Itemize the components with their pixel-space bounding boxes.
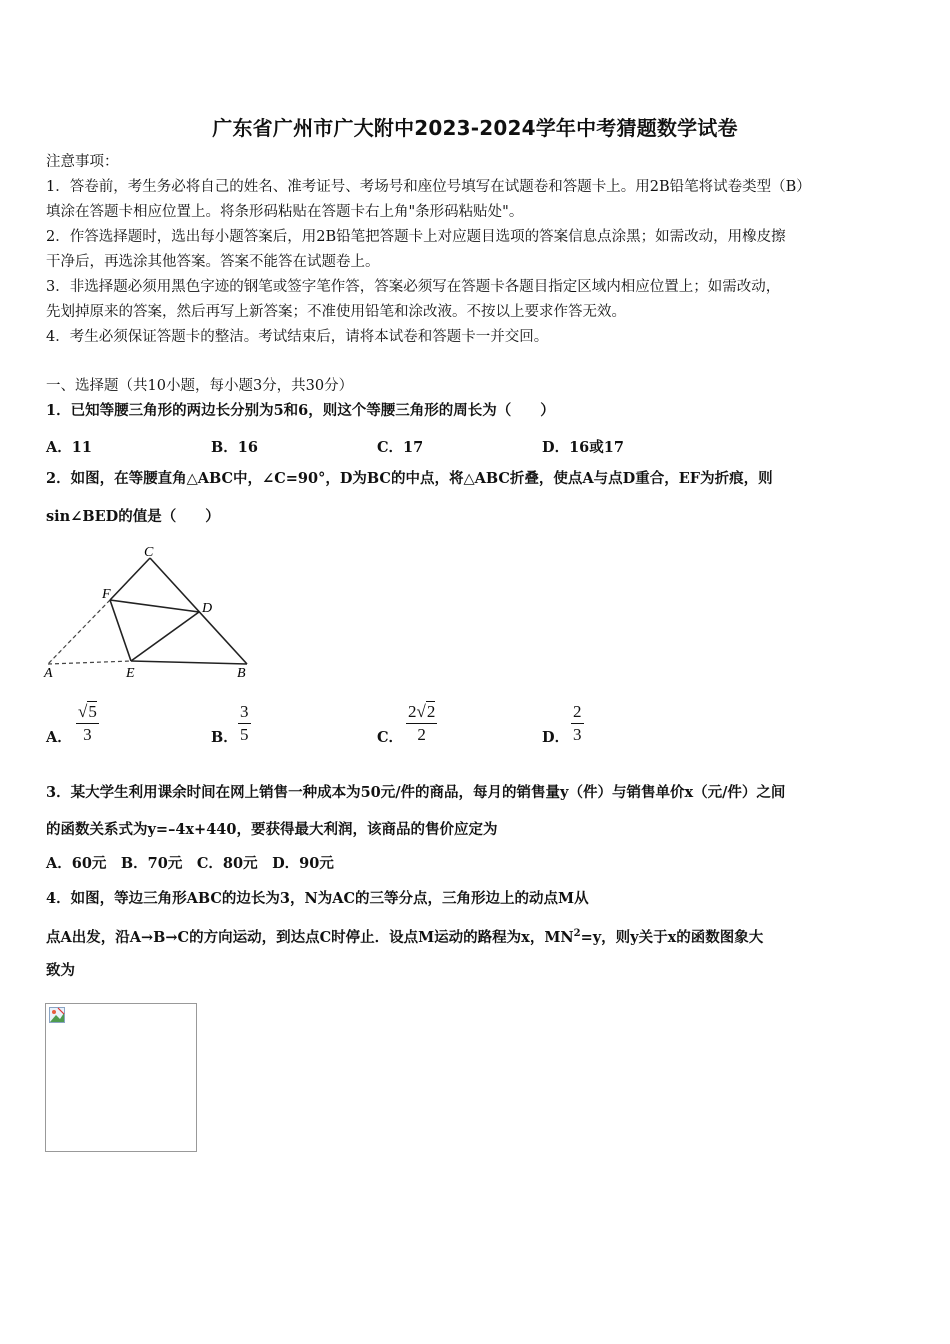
q3-options: A．60元 B．70元 C．80元 D．90元 — [46, 855, 334, 872]
q2-option-c-fraction — [406, 702, 437, 745]
denominator: 5 — [240, 725, 249, 744]
notice-line: 2．作答选择题时，选出每小题答案后，用2B铅笔把答题卡上对应题目选项的答案信息点涂黑；如需改动，用橡皮擦 — [46, 229, 786, 245]
label-b: B — [237, 666, 246, 681]
segment-eb — [131, 661, 247, 664]
q2-option-b-fraction — [238, 702, 251, 745]
segment-cb — [150, 558, 247, 664]
q2-option-d-label: D． — [542, 729, 570, 746]
q2-option-a-fraction — [76, 702, 99, 745]
denominator: 2 — [417, 725, 426, 744]
denominator: 3 — [83, 725, 92, 744]
question-3-line1: 3．某大学生利用课余时间在网上销售一种成本为50元/件的商品，每月的销售量y（件）与销售单价x（元/件）之间 — [46, 784, 786, 801]
question-3-line2: 的函数关系式为y=–4x+440，要获得最大利润，该商品的售价应定为 — [46, 821, 498, 838]
question-1-text: 1．已知等腰三角形的两边长分别为5和6，则这个等腰三角形的周长为（ ） — [46, 402, 555, 419]
q1-option-b: B．16 — [211, 439, 258, 456]
missing-graph-image — [45, 1003, 197, 1152]
label-a: A — [44, 666, 53, 681]
label-f: F — [102, 587, 111, 602]
segment-ed — [131, 612, 199, 661]
question-2-line1: 2．如图，在等腰直角△ABC中，∠C=90°，D为BC的中点，将△ABC折叠，使点A与点D重合，EF为折痕，则 — [46, 470, 773, 487]
q4-line2-end: =y，则y关于x的函数图象大 — [580, 928, 764, 946]
denominator: 3 — [573, 725, 582, 744]
question-4-line3: 致为 — [46, 962, 75, 979]
q2-option-b-label: B． — [211, 729, 238, 746]
notice-line: 先划掉原来的答案，然后再写上新答案；不准使用铅笔和涂改液。不按以上要求作答无效。 — [46, 304, 626, 320]
numerator: 2 — [573, 702, 582, 721]
notice-line: 干净后，再选涂其他答案。答案不能答在试题卷上。 — [46, 254, 380, 270]
radicand: 2 — [426, 702, 436, 721]
numerator: 3 — [240, 702, 249, 721]
notice-line: 4．考生必须保证答题卡的整洁。考试结束后，请将本试卷和答题卡一并交回。 — [46, 329, 549, 345]
question-4-line2 — [46, 922, 763, 950]
q2-option-a-label: A． — [46, 729, 72, 746]
notice-heading: 注意事项： — [46, 154, 119, 170]
page-title: 广东省广州市广大附中2023-2024学年中考猜题数学试卷 — [212, 116, 738, 140]
radicand: 5 — [88, 702, 97, 721]
question-2-line2: sin∠BED的值是（ ） — [46, 508, 220, 525]
segment-fe — [110, 600, 131, 661]
q2-option-c-label: C． — [377, 729, 404, 746]
q1-option-a: A．11 — [46, 439, 92, 456]
broken-image-icon — [49, 1007, 65, 1023]
triangle-figure — [40, 542, 255, 682]
label-d: D — [202, 601, 213, 616]
section-heading: 一、选择题（共10小题，每小题3分，共30分） — [46, 378, 354, 394]
question-4-line1: 4．如图，等边三角形ABC的边长为3，N为AC的三等分点，三角形边上的动点M从 — [46, 890, 589, 907]
notice-line: 填涂在答题卡相应位置上。将条形码粘贴在答题卡右上角"条形码粘贴处"。 — [46, 204, 524, 220]
notice-line: 3．非选择题必须用黑色字迹的钢笔或签字笔作答，答案必须写在答题卡各题目指定区域内相应位置上；如需改动， — [46, 279, 781, 295]
segment-fd — [110, 600, 199, 612]
segment-cf — [110, 558, 150, 600]
label-e: E — [126, 666, 135, 681]
q2-option-d-fraction — [571, 702, 584, 745]
superscript: 2 — [573, 928, 581, 939]
q1-option-d: D．16或17 — [542, 439, 624, 456]
numerator: 2√2 — [408, 702, 436, 721]
notice-line: 1．答卷前，考生务必将自己的姓名、准考证号、考场号和座位号填写在试题卷和答题卡上。用2B铅笔将试卷类型（B） — [46, 179, 811, 195]
q1-option-c: C．17 — [377, 439, 424, 456]
q4-line2-start: 点A出发，沿A→B→C的方向运动，到达点C时停止．设点M运动的路程为x，MN — [46, 928, 574, 946]
numerator: √5 — [78, 702, 97, 721]
label-c: C — [144, 545, 154, 560]
segment-ae — [48, 661, 131, 664]
